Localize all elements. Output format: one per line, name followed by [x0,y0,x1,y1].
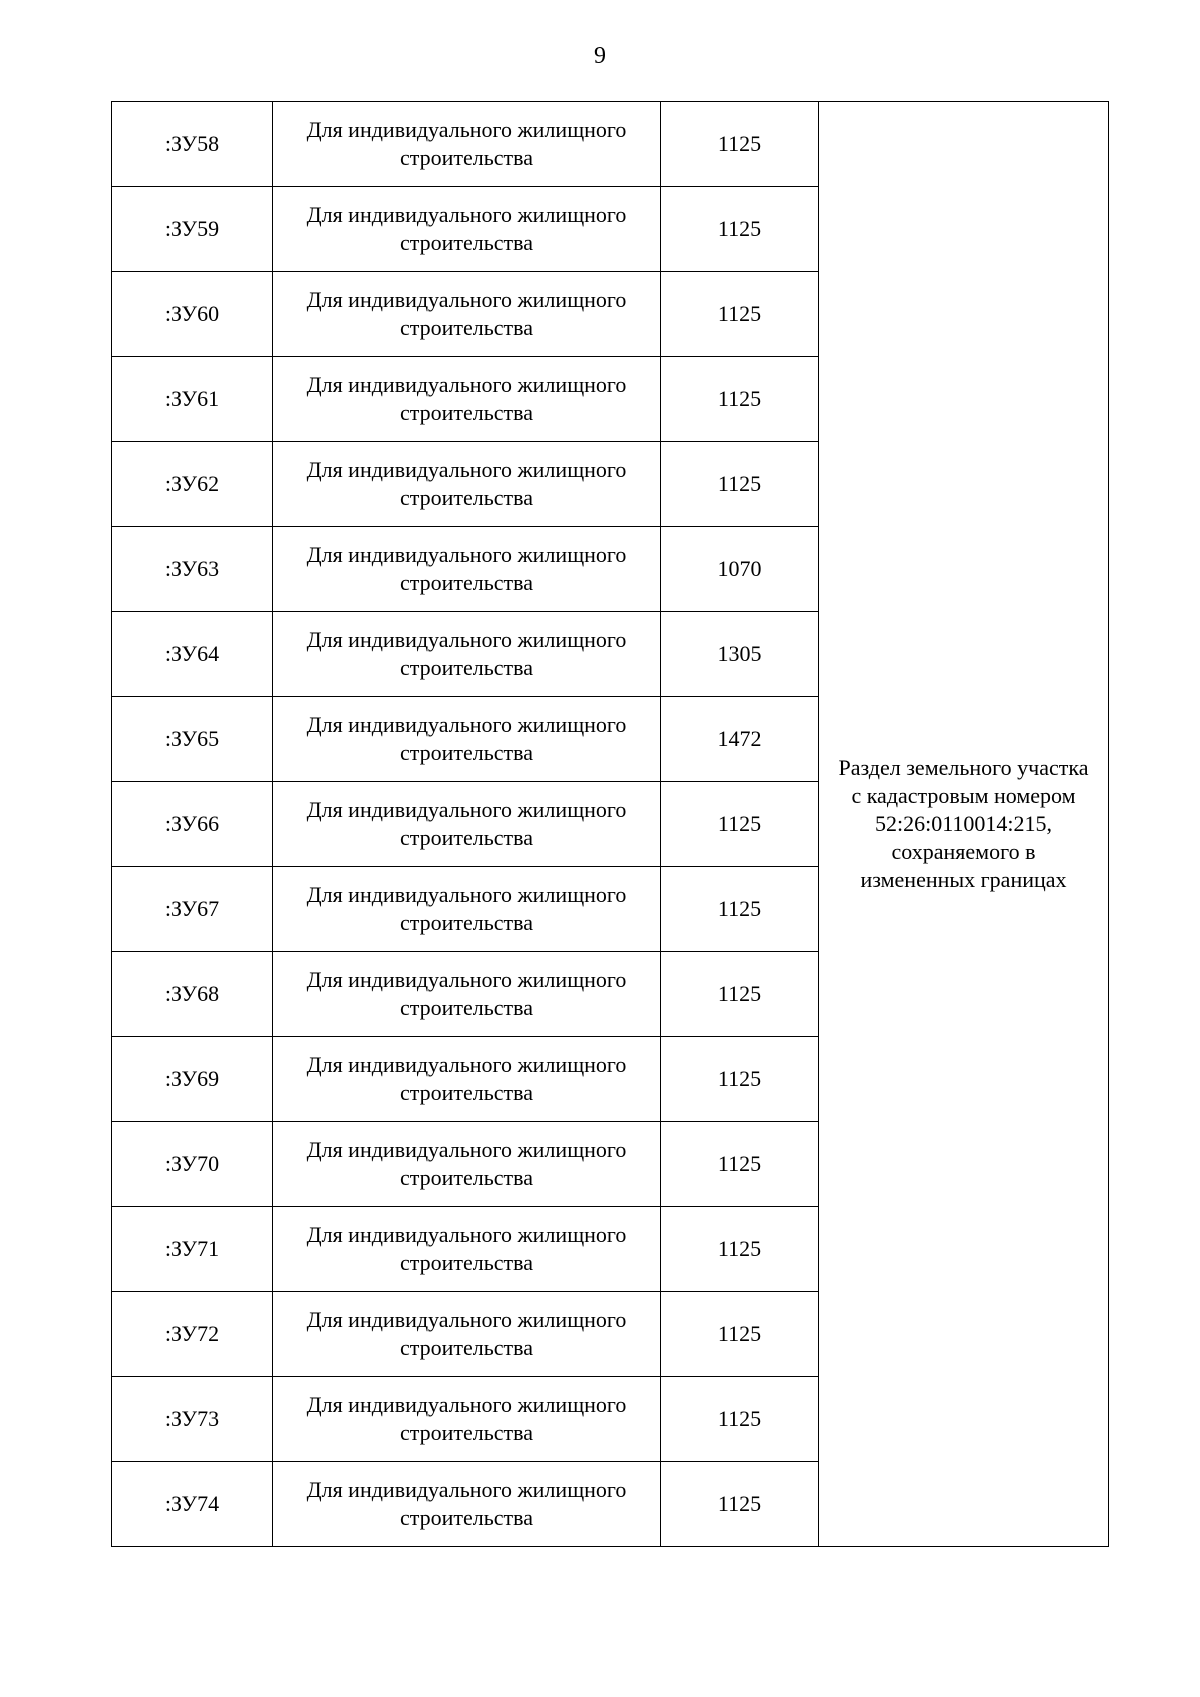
plot-id-cell: :ЗУ68 [112,952,273,1037]
plot-id-cell: :ЗУ59 [112,187,273,272]
plot-use-cell: Для индивидуального жилищного строительства [273,1207,661,1292]
plot-use-cell: Для индивидуального жилищного строительства [273,357,661,442]
plot-id-cell: :ЗУ72 [112,1292,273,1377]
plot-note-cell: Раздел земельного участка с кадастровым номером 52:26:0110014:215, сохраняемого в измененных границах [819,102,1109,1547]
plot-id-cell: :ЗУ60 [112,272,273,357]
plot-area-cell: 1125 [661,442,819,527]
plot-use-cell: Для индивидуального жилищного строительства [273,442,661,527]
land-plots-table-body [112,102,1109,1547]
plot-area-cell: 1125 [661,357,819,442]
plot-area-cell: 1472 [661,697,819,782]
plot-area-cell: 1125 [661,1377,819,1462]
plot-use-cell: Для индивидуального жилищного строительства [273,697,661,782]
plot-use-cell: Для индивидуального жилищного строительства [273,1037,661,1122]
plot-id-cell: :ЗУ73 [112,1377,273,1462]
page-number: 9 [594,43,606,69]
plot-area-cell: 1125 [661,867,819,952]
plot-use-cell: Для индивидуального жилищного строительства [273,867,661,952]
plot-area-cell: 1125 [661,272,819,357]
plot-use-cell: Для индивидуального жилищного строительства [273,612,661,697]
plot-area-cell: 1125 [661,1122,819,1207]
plot-id-cell: :ЗУ65 [112,697,273,782]
plot-id-cell: :ЗУ74 [112,1462,273,1547]
plot-use-cell: Для индивидуального жилищного строительства [273,1122,661,1207]
table-row [112,102,1109,187]
plot-id-cell: :ЗУ67 [112,867,273,952]
plot-area-cell: 1125 [661,187,819,272]
plot-area-cell: 1125 [661,782,819,867]
plot-use-cell: Для индивидуального жилищного строительства [273,102,661,187]
plot-area-cell: 1125 [661,952,819,1037]
plot-area-cell: 1070 [661,527,819,612]
plot-area-cell: 1305 [661,612,819,697]
plot-use-cell: Для индивидуального жилищного строительства [273,952,661,1037]
plot-id-cell: :ЗУ70 [112,1122,273,1207]
plot-id-cell: :ЗУ62 [112,442,273,527]
plot-id-cell: :ЗУ58 [112,102,273,187]
plot-use-cell: Для индивидуального жилищного строительства [273,1292,661,1377]
plot-area-cell: 1125 [661,1037,819,1122]
plot-use-cell: Для индивидуального жилищного строительства [273,187,661,272]
plot-id-cell: :ЗУ64 [112,612,273,697]
plot-id-cell: :ЗУ71 [112,1207,273,1292]
plot-use-cell: Для индивидуального жилищного строительства [273,782,661,867]
plot-use-cell: Для индивидуального жилищного строительства [273,272,661,357]
plot-id-cell: :ЗУ61 [112,357,273,442]
plot-area-cell: 1125 [661,1462,819,1547]
plot-area-cell: 1125 [661,1207,819,1292]
plot-area-cell: 1125 [661,1292,819,1377]
plot-use-cell: Для индивидуального жилищного строительства [273,527,661,612]
plot-id-cell: :ЗУ63 [112,527,273,612]
plot-id-cell: :ЗУ66 [112,782,273,867]
land-plots-table [111,101,1109,1547]
plot-id-cell: :ЗУ69 [112,1037,273,1122]
plot-use-cell: Для индивидуального жилищного строительства [273,1462,661,1547]
plot-use-cell: Для индивидуального жилищного строительства [273,1377,661,1462]
plot-area-cell: 1125 [661,102,819,187]
